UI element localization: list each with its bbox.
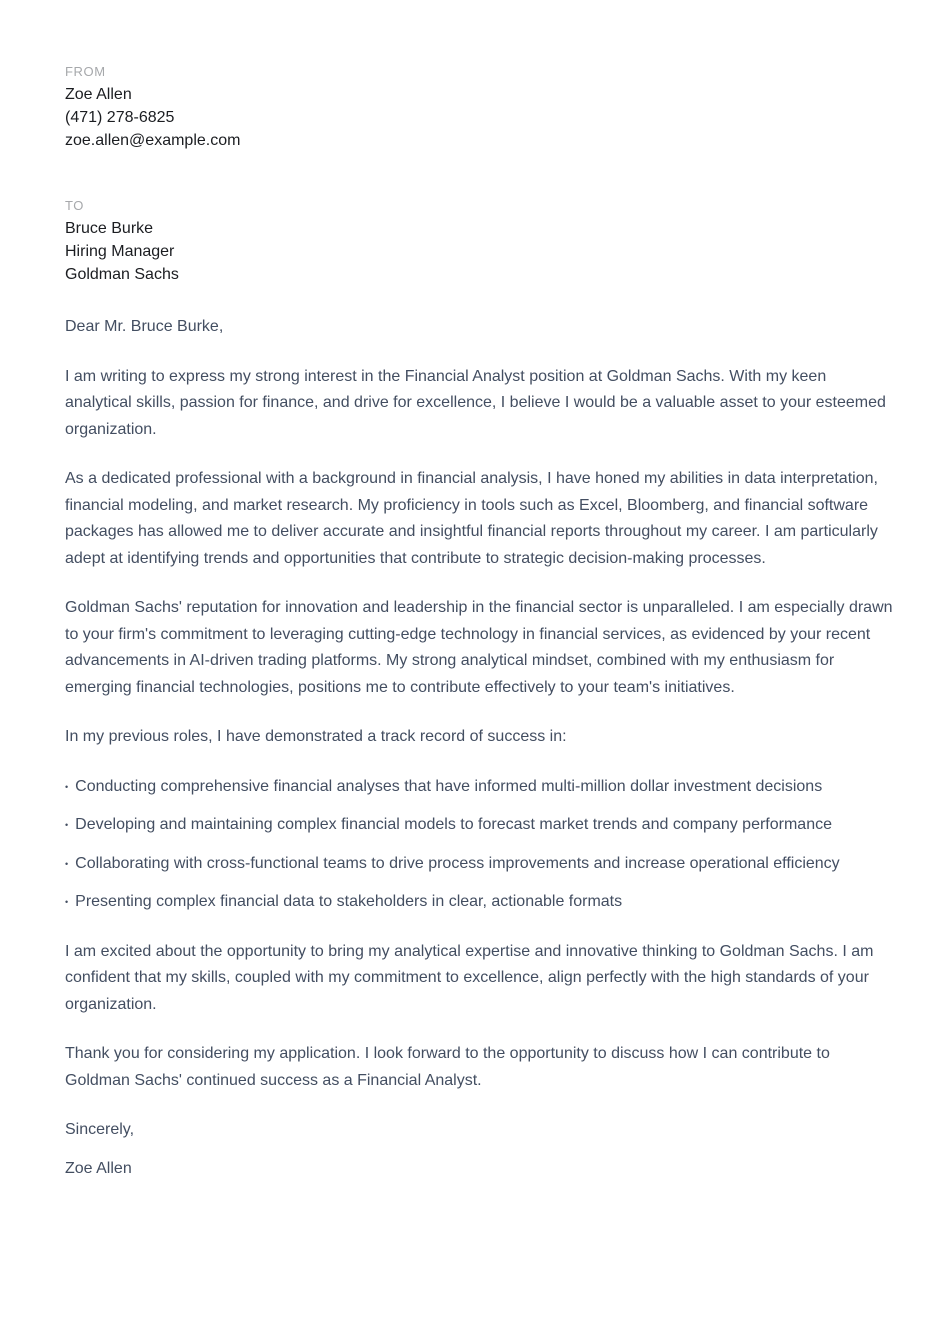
bullet-icon: • xyxy=(65,897,69,907)
paragraph-intro: I am writing to express my strong interest in the Financial Analyst position at Goldman Sachs. With my keen analytical skills, passion for finance, and drive for excellence, I believe I would be a valuable asset to your esteemed organization. xyxy=(65,367,886,438)
bullet-text: Developing and maintaining complex financial models to forecast market trends and company performance xyxy=(75,816,832,833)
recipient-company: Goldman Sachs xyxy=(65,266,179,283)
paragraph-thanks: Thank you for considering my application. I look forward to the opportunity to discuss how I can contribute to Goldman Sachs' continued success as a Financial Analyst. xyxy=(65,1045,830,1089)
to-label: TO xyxy=(65,198,85,213)
letter-body xyxy=(65,314,894,1182)
salutation: Dear Mr. Bruce Burke, xyxy=(65,318,224,335)
recipient-name: Bruce Burke xyxy=(65,220,154,237)
bullet-text: Conducting comprehensive financial analyses that have informed multi-million dollar investment decisions xyxy=(75,777,823,795)
paragraph-background: As a dedicated professional with a background in financial analysis, I have honed my abilities in data interpretation, financial modeling, and market research. My proficiency in tools such as Excel, Bloomberg, and financial software packages has allowed me to deliver accurate and insightful financial reports throughout my career. I am particularly adept at identifying trends and opportunities that contribute to strategic decision-making processes. xyxy=(65,470,878,567)
bullet-item xyxy=(65,851,894,878)
from-block xyxy=(65,64,894,152)
bullet-icon: • xyxy=(65,781,69,792)
recipient-title: Hiring Manager xyxy=(65,243,175,260)
bullet-text: Presenting complex financial data to stakeholders in clear, actionable formats xyxy=(75,893,623,910)
letter-header xyxy=(65,64,894,286)
to-block xyxy=(65,198,894,286)
bullet-text: Collaborating with cross-functional teams to drive process improvements and increase operational efficiency xyxy=(75,854,840,872)
bullet-icon: • xyxy=(65,820,69,830)
sender-email: zoe.allen@example.com xyxy=(65,132,241,149)
sender-name: Zoe Allen xyxy=(65,86,132,103)
signature: Zoe Allen xyxy=(65,1159,132,1177)
paragraph-company-fit: Goldman Sachs' reputation for innovation and leadership in the financial sector is unparalleled. I am especially drawn to your firm's commitment to leveraging cutting-edge technology in financial services, as evidenced by your recent advancements in AI-driven trading platforms. My strong analytical mindset, combined with my enthusiasm for emerging financial technologies, positions me to contribute effectively to your team's initiatives. xyxy=(65,599,893,696)
from-label: FROM xyxy=(65,64,106,79)
bullet-item xyxy=(65,812,894,839)
signoff: Sincerely, xyxy=(65,1121,135,1138)
bullet-item xyxy=(65,774,894,801)
sender-phone: (471) 278-6825 xyxy=(65,109,175,126)
bullet-item xyxy=(65,889,894,916)
list-intro: In my previous roles, I have demonstrated a track record of success in: xyxy=(65,728,567,745)
paragraph-enthusiasm: I am excited about the opportunity to bring my analytical expertise and innovative thinking to Goldman Sachs. I am confident that my skills, coupled with my commitment to excellence, align perfectly with the high standards of your organization. xyxy=(65,942,874,1013)
bullet-icon: • xyxy=(65,858,69,869)
